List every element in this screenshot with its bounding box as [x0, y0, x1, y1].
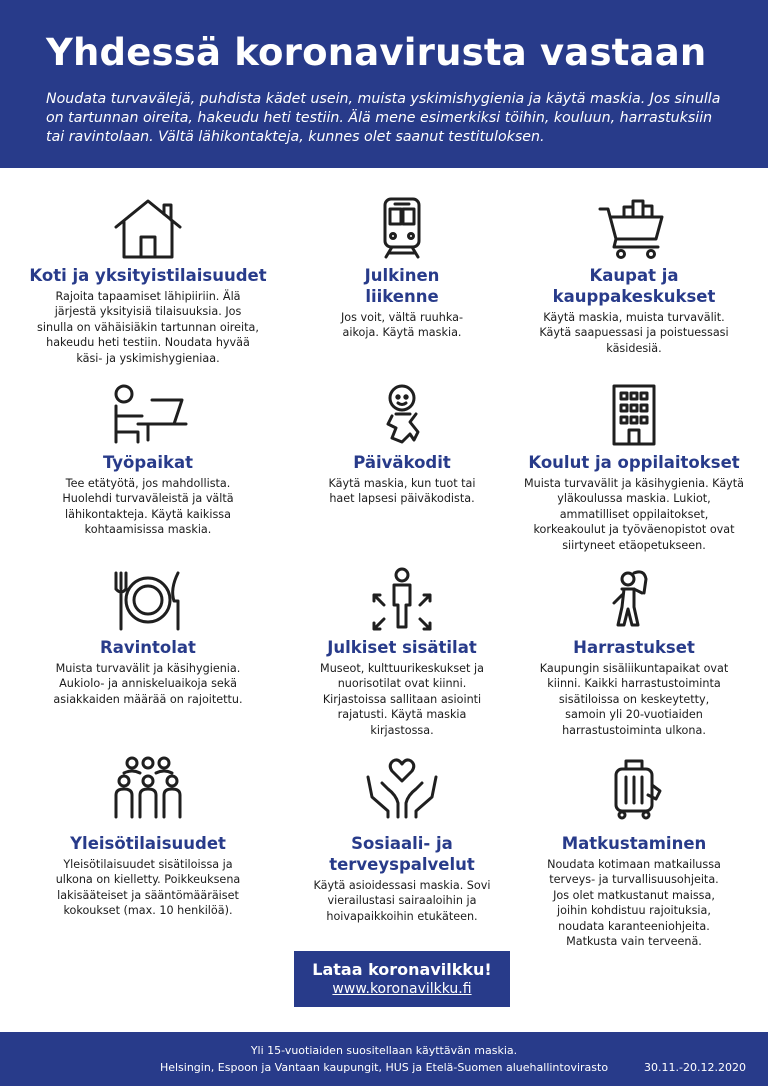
- card-home: [28, 195, 268, 366]
- suitcase-icon: [594, 755, 674, 821]
- card-schools: [514, 382, 754, 553]
- card-public-events: [28, 755, 268, 919]
- card-title: Koti ja yksityistilaisuudet: [29, 266, 267, 285]
- card-text: Museot, kulttuurikeskukset ja nuorisotilat ovat kiinni. Kirjastoissa sallitaan asiointi rajatusti. Käytä maskia kirjastossa.: [320, 662, 484, 737]
- train-icon: [362, 195, 442, 261]
- page-title: Yhdessä koronavirusta vastaan: [46, 31, 707, 74]
- card-text: Yleisötilaisuudet sisätiloissa ja ulkona on kielletty. Poikkeuksena lakisääteiset ja sääntömääräiset kokoukset (max. 10 henkilöä).: [55, 858, 241, 918]
- intro-text: Noudata turvavälejä, puhdista kädet usein, muista yskimishygienia ja käytä maskia. Jos sinulla on tartunnan oireita, hakeudu heti testiin. Älä mene esimerkiksi töihin, kouluun, harrastuksiin tai ravintolaan. Vältä lähikontakteja, kunnes olet saanut testituloksen.: [46, 91, 721, 145]
- card-text: Käytä asioidessasi maskia. Sovi vierailustasi sairaaloihin ja hoivapaikkoihin etukäteen.: [313, 879, 491, 923]
- card-text: Jos voit, vältä ruuhka-aikoja. Käytä maskia.: [340, 311, 464, 340]
- exercise-icon: [594, 567, 674, 633]
- card-title: Työpaikat: [103, 453, 193, 472]
- card-title: Julkiset sisätilat: [327, 638, 477, 657]
- card-text: Kaupungin sisäliikuntapaikat ovat kiinni. Kaikki harrastustoiminta sisätiloissa on keskeytetty, samoin yli 20-vuotiaiden harrastustoiminta ulkona.: [539, 662, 729, 737]
- card-hobbies: [514, 567, 754, 738]
- card-text: Noudata kotimaan matkailussa terveys- ja turvallisuusohjeita. Jos olet matkustanut maissa, joihin kohdistuu rajoituksia, noudata karanteeniohjeita. Matkusta vain terveenä.: [547, 858, 721, 949]
- building-icon: [594, 382, 674, 448]
- card-text: Tee etätyötä, jos mahdollista. Huolehdi turvaväleistä ja vältä lähikontakteja. Käytä kaikissa kohtaamisissa maskia.: [62, 477, 234, 537]
- footer-mask-note: Yli 15-vuotiaiden suositellaan käyttävän maskia.: [250, 1044, 518, 1057]
- koronavilkku-banner[interactable]: [294, 951, 510, 1007]
- person-distance-icon: [362, 567, 442, 633]
- card-title: Koulut ja oppilaitokset: [528, 453, 740, 472]
- card-title: Päiväkodit: [353, 453, 451, 472]
- card-title: Yleisötilaisuudet: [70, 834, 226, 853]
- house-icon: [108, 195, 188, 261]
- heart-hands-icon: [362, 755, 442, 821]
- card-daycare: [282, 382, 522, 507]
- cta-title: Lataa koronavilkku!: [312, 960, 492, 979]
- card-title: Sosiaali- ja terveyspalvelut: [329, 834, 475, 874]
- card-title: Julkinen liikenne: [364, 266, 440, 306]
- card-title: Ravintolat: [100, 638, 196, 657]
- card-public-transport: [282, 195, 522, 341]
- person-laptop-icon: [108, 382, 188, 448]
- card-workplaces: [28, 382, 268, 538]
- footer-date: 30.11.-20.12.2020: [644, 1061, 746, 1074]
- card-shops: [514, 195, 754, 356]
- card-text: Muista turvavälit ja käsihygienia. Aukiolo- ja anniskeluaikoja sekä asiakkaiden määrää on rajoitettu.: [53, 662, 243, 706]
- card-text: Käytä maskia, muista turvavälit. Käytä saapuessasi ja poistuessasi käsidesiä.: [539, 311, 729, 355]
- card-travel: [514, 755, 754, 949]
- card-public-indoor: [282, 567, 522, 738]
- footer-organizations: Helsingin, Espoon ja Vantaan kaupungit, HUS ja Etelä-Suomen aluehallintovirasto: [159, 1061, 609, 1074]
- koronavilkku-link[interactable]: www.koronavilkku.fi: [332, 981, 472, 997]
- card-text: Muista turvavälit ja käsihygienia. Käytä yläkoulussa maskia. Lukiot, ammatilliset oppilaitokset, korkeakoulut ja työväenopistot ovat siirtyneet etäopetukseen.: [523, 477, 745, 552]
- card-text: Käytä maskia, kun tuot tai haet lapsesi päiväkodista.: [328, 477, 476, 506]
- plate-cutlery-icon: [108, 567, 188, 633]
- shopping-cart-icon: [594, 195, 674, 261]
- card-restaurants: [28, 567, 268, 707]
- card-title: Harrastukset: [573, 638, 695, 657]
- header-banner: [0, 0, 768, 168]
- group-icon: [108, 755, 188, 821]
- card-title: Kaupat ja kauppakeskukset: [552, 266, 716, 306]
- baby-icon: [362, 382, 442, 448]
- footer: [0, 1032, 768, 1086]
- card-title: Matkustaminen: [561, 834, 707, 853]
- card-social-health: [282, 755, 522, 924]
- card-text: Rajoita tapaamiset lähipiiriin. Älä järjestä yksityisiä tilaisuuksia. Jos sinulla on vähäisiäkin tartunnan oireita, hakeudu heti testiin. Noudata hyvää käsi- ja yskimishygieniaa.: [37, 290, 259, 365]
